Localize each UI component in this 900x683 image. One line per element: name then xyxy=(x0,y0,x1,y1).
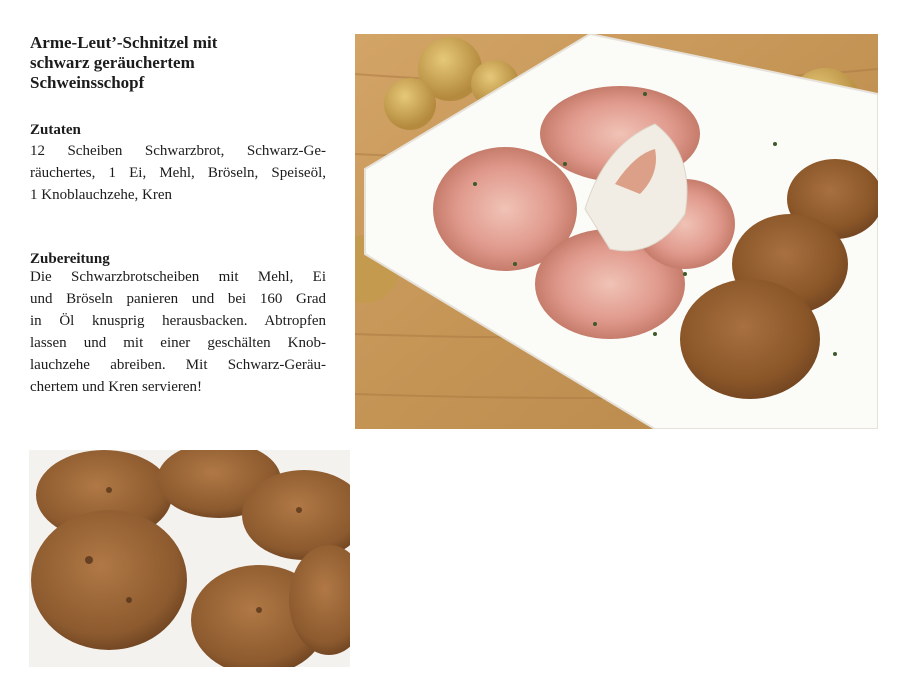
recipe-title xyxy=(30,33,330,93)
breaded-bread-photo xyxy=(29,450,350,667)
breaded-bread-illustration xyxy=(29,450,350,667)
title-line-3: Schweinsschopf xyxy=(30,73,145,92)
title-line-2: schwarz geräuchertem xyxy=(30,53,195,72)
preparation-line-3: in Öl knusprig herausbacken. Abtropfen xyxy=(30,313,326,329)
preparation-line-4: lassen und mit einer geschälten Knob- xyxy=(30,335,326,351)
dish-photo xyxy=(355,34,878,429)
ingredients-line-1: 12 Scheiben Schwarzbrot, Schwarz-Ge- xyxy=(30,143,326,159)
title-line-1: Arme-Leut’-Schnitzel mit xyxy=(30,33,218,52)
ingredients-line-2: räuchertes, 1 Ei, Mehl, Bröseln, Speiseöl, xyxy=(30,165,326,181)
preparation-heading: Zubereitung xyxy=(30,251,110,267)
breaded-bread-slice xyxy=(31,510,187,650)
preparation-line-1: Die Schwarzbrotscheiben mit Mehl, Ei xyxy=(30,269,326,285)
preparation-line-6: chertem und Kren servieren! xyxy=(30,379,203,395)
preparation-line-2: und Bröseln panieren und bei 160 Grad xyxy=(30,291,326,307)
preparation-line-5: lauchzehe abreiben. Mit Schwarz-Geräu- xyxy=(30,357,326,373)
breaded-bread-slice xyxy=(680,279,820,399)
ingredients-text xyxy=(30,140,326,206)
bread-roll xyxy=(384,78,436,130)
dish-photo-illustration xyxy=(355,34,878,429)
ingredients-heading: Zutaten xyxy=(30,122,81,138)
ingredients-line-3: 1 Knoblauchzehe, Kren xyxy=(30,187,173,203)
preparation-text xyxy=(30,266,326,398)
